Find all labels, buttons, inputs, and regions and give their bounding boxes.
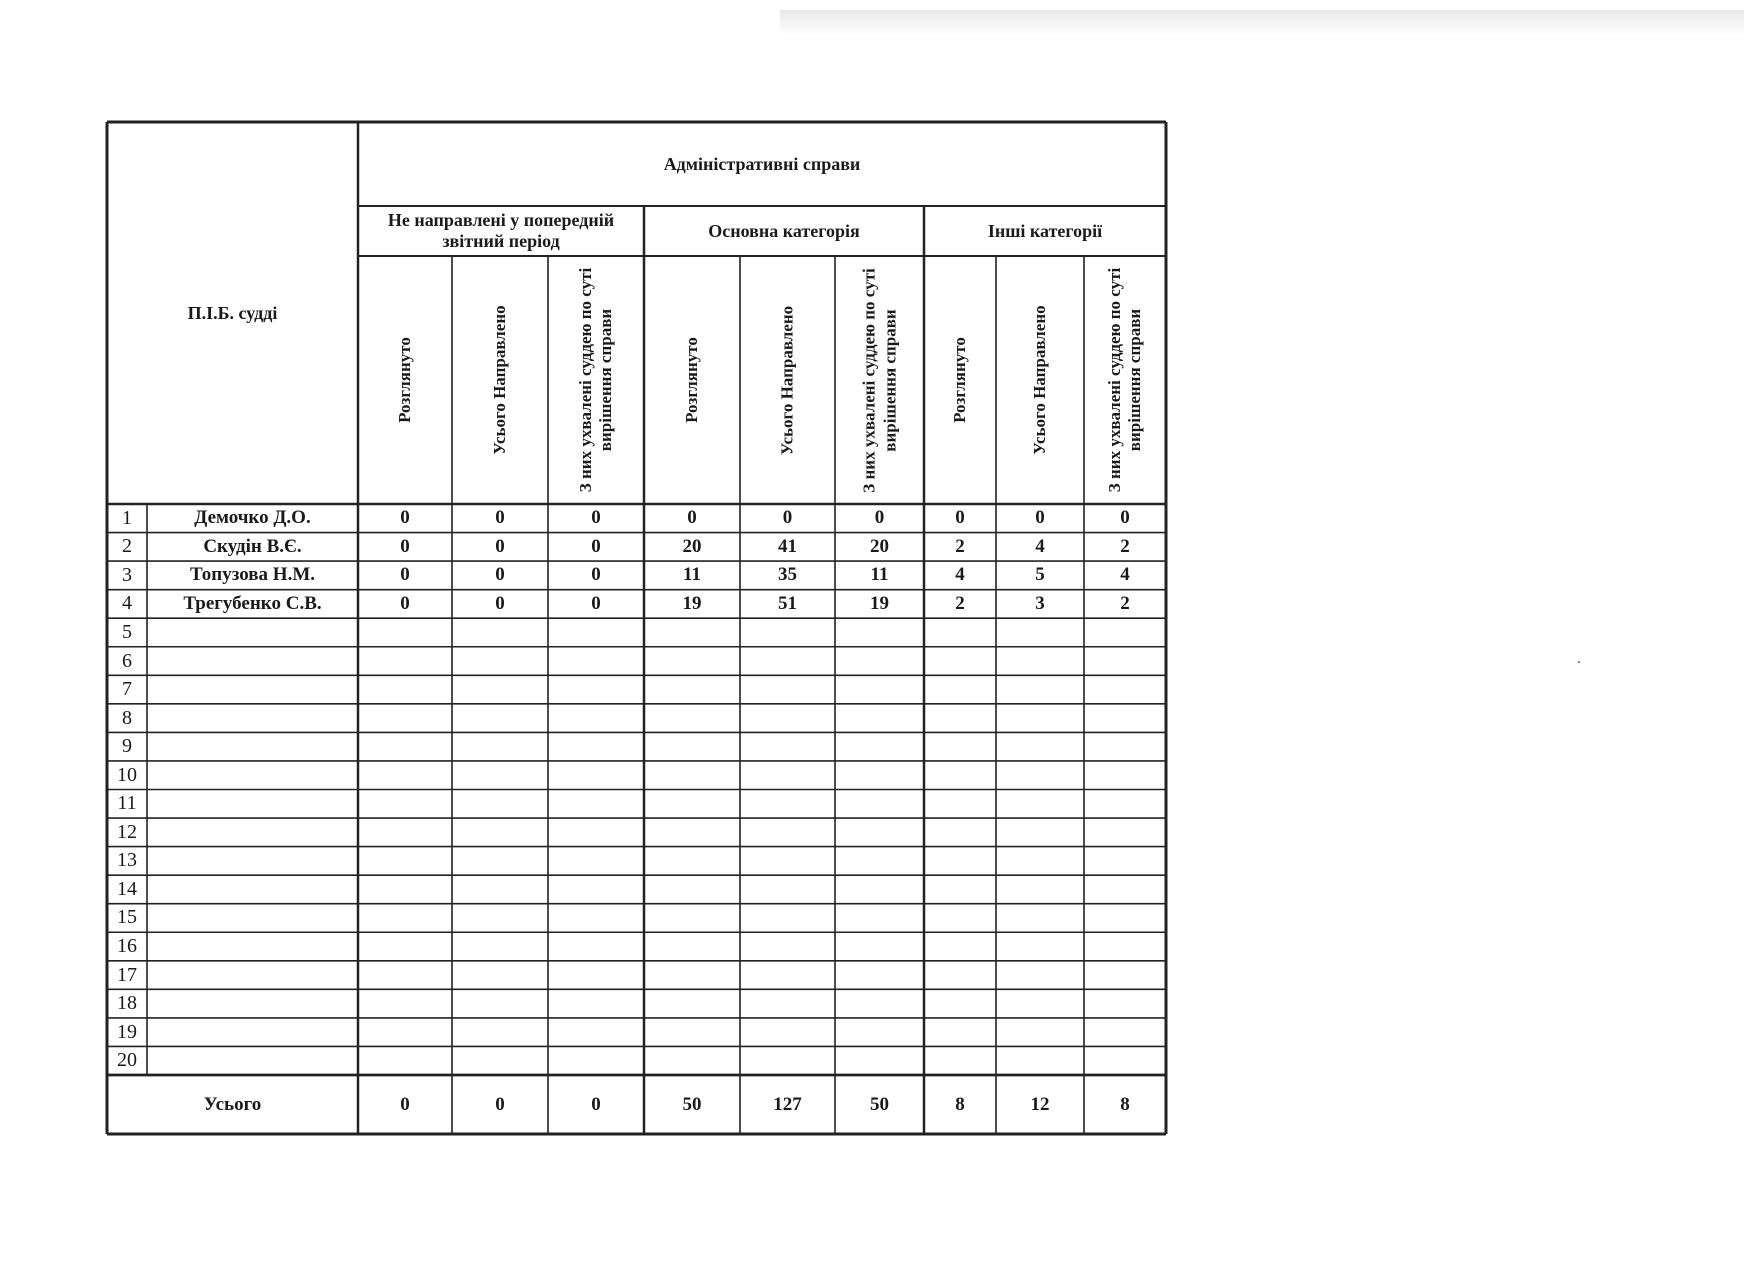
judge-name-cell <box>147 704 358 733</box>
value-cell <box>644 904 740 933</box>
value-cell <box>452 704 548 733</box>
value-cell: 0 <box>495 564 505 586</box>
value-cell <box>740 818 835 847</box>
value-cell: 0 <box>400 592 410 614</box>
value-cell <box>644 647 740 676</box>
value-cell: 4 <box>1120 564 1130 586</box>
group-other-categories: Інші категорії <box>987 220 1103 241</box>
value-cell <box>452 818 548 847</box>
value-cell: 2 <box>955 535 965 557</box>
value-cell: 11 <box>870 564 889 586</box>
subheader-total-sent-1: Усього Направлено <box>489 305 509 455</box>
value-cell: 2 <box>1120 592 1130 614</box>
value-cell <box>358 1046 452 1075</box>
value-cell <box>644 989 740 1018</box>
value-cell <box>452 790 548 819</box>
value-cell <box>452 761 548 790</box>
value-cell: 0 <box>400 564 410 586</box>
value-cell: 4 <box>1035 535 1045 557</box>
total-value-cell: 50 <box>682 1093 702 1115</box>
value-cell <box>644 618 740 647</box>
value-cell <box>996 904 1084 933</box>
subheader-reviewed-1: Розглянуто <box>394 337 414 423</box>
row-number: 15 <box>117 906 137 929</box>
value-cell <box>358 875 452 904</box>
value-cell <box>835 732 924 761</box>
judge-name-cell: Топузова Н.М. <box>189 564 316 586</box>
value-cell <box>1084 818 1166 847</box>
value-cell <box>452 932 548 961</box>
value-cell <box>548 818 644 847</box>
value-cell <box>452 875 548 904</box>
subheader-total-sent-2: Усього Направлено <box>777 305 797 455</box>
judge-name-cell: Скудін В.Є. <box>203 535 302 557</box>
value-cell <box>924 932 996 961</box>
subheader-total-sent-3: Усього Направлено <box>1029 305 1049 455</box>
value-cell: 0 <box>591 592 601 614</box>
value-cell <box>548 932 644 961</box>
value-cell: 0 <box>1120 507 1130 529</box>
value-cell <box>835 647 924 676</box>
row-number: 1 <box>122 506 132 529</box>
judge-name-cell <box>147 675 358 704</box>
judge-name-cell: Демочко Д.О. <box>194 507 311 529</box>
value-cell <box>358 1018 452 1047</box>
value-cell <box>740 790 835 819</box>
value-cell <box>924 1018 996 1047</box>
value-cell <box>358 989 452 1018</box>
value-cell <box>996 675 1084 704</box>
value-cell <box>924 989 996 1018</box>
value-cell <box>996 618 1084 647</box>
value-cell: 0 <box>400 535 410 557</box>
value-cell <box>924 647 996 676</box>
value-cell <box>740 961 835 990</box>
value-cell <box>548 961 644 990</box>
value-cell <box>835 704 924 733</box>
value-cell <box>740 675 835 704</box>
value-cell: 0 <box>495 592 505 614</box>
value-cell: 20 <box>870 535 889 557</box>
value-cell <box>996 961 1084 990</box>
group-not-sent-previous-period: Не направлені у попередній звітний період <box>387 210 615 251</box>
value-cell <box>452 1046 548 1075</box>
value-cell <box>1084 961 1166 990</box>
value-cell <box>644 875 740 904</box>
value-cell <box>358 818 452 847</box>
value-cell <box>835 961 924 990</box>
value-cell <box>1084 932 1166 961</box>
judge-name-cell: Трегубенко С.В. <box>183 592 322 614</box>
value-cell <box>548 675 644 704</box>
value-cell <box>996 647 1084 676</box>
value-cell <box>924 818 996 847</box>
value-cell: 0 <box>782 507 793 529</box>
row-number: 19 <box>117 1020 137 1043</box>
row-number: 16 <box>117 935 137 958</box>
value-cell <box>740 875 835 904</box>
value-cell <box>1084 647 1166 676</box>
value-cell: 0 <box>955 507 965 529</box>
value-cell <box>996 847 1084 876</box>
value-cell: 20 <box>682 535 702 557</box>
value-cell: 0 <box>874 507 885 529</box>
value-cell <box>1084 732 1166 761</box>
value-cell <box>548 847 644 876</box>
subheader-decided-on-merits-2: З них ухвалені суддею по суті вирішення справи <box>859 267 899 493</box>
value-cell: 0 <box>591 535 601 557</box>
value-cell <box>548 618 644 647</box>
value-cell <box>835 818 924 847</box>
value-cell: 5 <box>1035 564 1045 586</box>
value-cell <box>452 647 548 676</box>
judge-name-cell <box>147 790 358 819</box>
value-cell <box>358 675 452 704</box>
total-value-cell: 0 <box>400 1093 410 1115</box>
row-number: 7 <box>122 678 132 701</box>
row-number: 4 <box>122 592 132 615</box>
value-cell <box>358 732 452 761</box>
value-cell <box>1084 875 1166 904</box>
judge-name-cell <box>147 647 358 676</box>
row-number: 2 <box>122 535 132 558</box>
value-cell <box>452 847 548 876</box>
value-cell: 0 <box>495 535 505 557</box>
value-cell <box>996 989 1084 1018</box>
value-cell <box>924 675 996 704</box>
value-cell <box>740 1046 835 1075</box>
judge-name-cell <box>147 904 358 933</box>
value-cell <box>835 618 924 647</box>
value-cell <box>358 932 452 961</box>
value-cell <box>996 818 1084 847</box>
value-cell: 11 <box>683 564 701 586</box>
value-cell <box>358 761 452 790</box>
value-cell <box>740 761 835 790</box>
subheader-reviewed-2: Розглянуто <box>681 337 701 423</box>
total-value-cell: 127 <box>773 1093 802 1115</box>
row-number: 5 <box>122 620 132 643</box>
value-cell <box>452 1018 548 1047</box>
value-cell <box>835 1046 924 1075</box>
value-cell <box>358 961 452 990</box>
value-cell <box>924 761 996 790</box>
value-cell <box>548 732 644 761</box>
value-cell <box>740 618 835 647</box>
total-value-cell: 8 <box>955 1093 965 1115</box>
value-cell <box>644 818 740 847</box>
value-cell <box>996 932 1084 961</box>
value-cell: 19 <box>870 592 889 614</box>
value-cell <box>924 961 996 990</box>
value-cell: 4 <box>955 564 965 586</box>
value-cell <box>644 732 740 761</box>
value-cell <box>548 1046 644 1075</box>
value-cell: 35 <box>778 564 797 586</box>
value-cell <box>740 847 835 876</box>
value-cell <box>644 961 740 990</box>
value-cell <box>644 761 740 790</box>
value-cell <box>644 790 740 819</box>
value-cell <box>452 989 548 1018</box>
value-cell <box>644 1018 740 1047</box>
row-number: 13 <box>117 849 137 872</box>
value-cell <box>548 790 644 819</box>
value-cell <box>644 1046 740 1075</box>
value-cell <box>835 761 924 790</box>
value-cell <box>996 704 1084 733</box>
row-number: 9 <box>122 735 132 758</box>
judge-name-cell <box>147 875 358 904</box>
value-cell <box>740 647 835 676</box>
value-cell <box>924 618 996 647</box>
value-cell <box>924 790 996 819</box>
subheader-decided-on-merits-3: З них ухвалені суддею по суті вирішення справи <box>1104 267 1144 493</box>
value-cell <box>1084 1018 1166 1047</box>
value-cell <box>358 904 452 933</box>
value-cell <box>548 875 644 904</box>
value-cell <box>1084 904 1166 933</box>
value-cell <box>548 647 644 676</box>
value-cell <box>1084 675 1166 704</box>
row-number: 8 <box>122 706 132 729</box>
value-cell: 0 <box>495 507 505 529</box>
value-cell <box>1084 761 1166 790</box>
judge-name-cell <box>147 618 358 647</box>
value-cell <box>835 675 924 704</box>
judge-name-cell <box>147 932 358 961</box>
value-cell <box>452 675 548 704</box>
total-value-cell: 0 <box>495 1093 505 1115</box>
judge-name-cell <box>147 847 358 876</box>
value-cell <box>740 1018 835 1047</box>
value-cell <box>924 1046 996 1075</box>
value-cell: 3 <box>1035 592 1045 614</box>
judge-name-cell <box>147 989 358 1018</box>
value-cell <box>452 904 548 933</box>
judge-name-cell <box>147 761 358 790</box>
value-cell <box>996 732 1084 761</box>
value-cell: 0 <box>687 507 697 529</box>
value-cell <box>996 761 1084 790</box>
administrative-cases-title: Адміністративні справи <box>663 153 861 174</box>
judge-name-header: П.І.Б. судді <box>187 302 278 323</box>
total-value-cell: 8 <box>1120 1093 1130 1115</box>
row-number: 18 <box>117 992 137 1015</box>
judge-name-cell <box>147 818 358 847</box>
value-cell <box>358 847 452 876</box>
judge-name-cell <box>147 1046 358 1075</box>
value-cell <box>548 1018 644 1047</box>
value-cell: 19 <box>682 592 702 614</box>
value-cell <box>1084 704 1166 733</box>
value-cell <box>548 704 644 733</box>
value-cell <box>644 932 740 961</box>
value-cell <box>452 618 548 647</box>
row-number: 6 <box>122 649 132 672</box>
value-cell: 0 <box>591 564 601 586</box>
value-cell: 2 <box>955 592 965 614</box>
value-cell <box>924 875 996 904</box>
value-cell <box>835 1018 924 1047</box>
value-cell <box>996 875 1084 904</box>
value-cell <box>835 989 924 1018</box>
value-cell <box>1084 618 1166 647</box>
value-cell <box>1084 790 1166 819</box>
judge-name-cell <box>147 732 358 761</box>
value-cell <box>358 647 452 676</box>
value-cell <box>740 704 835 733</box>
row-number: 12 <box>117 820 137 843</box>
value-cell <box>358 790 452 819</box>
value-cell <box>835 932 924 961</box>
value-cell <box>358 618 452 647</box>
value-cell <box>996 1046 1084 1075</box>
row-number: 11 <box>117 792 137 815</box>
row-number: 17 <box>117 963 137 986</box>
value-cell <box>835 904 924 933</box>
value-cell <box>740 989 835 1018</box>
subheader-reviewed-3: Розглянуто <box>949 337 969 423</box>
value-cell: 2 <box>1120 535 1130 557</box>
value-cell <box>1084 989 1166 1018</box>
value-cell: 0 <box>400 507 410 529</box>
value-cell <box>740 932 835 961</box>
value-cell <box>452 732 548 761</box>
value-cell: 0 <box>591 507 601 529</box>
value-cell: 0 <box>1035 507 1045 529</box>
judge-name-cell <box>147 1018 358 1047</box>
value-cell <box>740 732 835 761</box>
value-cell <box>835 875 924 904</box>
value-cell <box>835 847 924 876</box>
row-number: 10 <box>117 763 137 786</box>
value-cell <box>1084 847 1166 876</box>
judge-name-cell <box>147 961 358 990</box>
row-number: 14 <box>117 877 137 900</box>
value-cell <box>644 847 740 876</box>
value-cell <box>996 790 1084 819</box>
total-value-cell: 12 <box>1030 1093 1050 1115</box>
total-value-cell: 0 <box>591 1093 601 1115</box>
row-number: 20 <box>117 1049 137 1072</box>
value-cell <box>924 732 996 761</box>
value-cell <box>740 904 835 933</box>
value-cell <box>644 675 740 704</box>
value-cell <box>835 790 924 819</box>
value-cell: 41 <box>778 535 797 557</box>
value-cell <box>358 704 452 733</box>
value-cell <box>548 989 644 1018</box>
value-cell <box>644 704 740 733</box>
value-cell <box>924 704 996 733</box>
group-main-category: Основна категорія <box>708 220 860 241</box>
value-cell: 51 <box>778 592 797 614</box>
value-cell <box>548 904 644 933</box>
value-cell <box>924 847 996 876</box>
row-number: 3 <box>122 563 132 586</box>
value-cell <box>996 1018 1084 1047</box>
subheader-decided-on-merits-1: З них ухвалені суддею по суті вирішення справи <box>575 267 615 493</box>
value-cell <box>452 961 548 990</box>
total-value-cell: 50 <box>870 1093 889 1115</box>
value-cell <box>548 761 644 790</box>
total-label: Усього <box>203 1093 262 1115</box>
value-cell <box>1084 1046 1166 1075</box>
value-cell <box>924 904 996 933</box>
